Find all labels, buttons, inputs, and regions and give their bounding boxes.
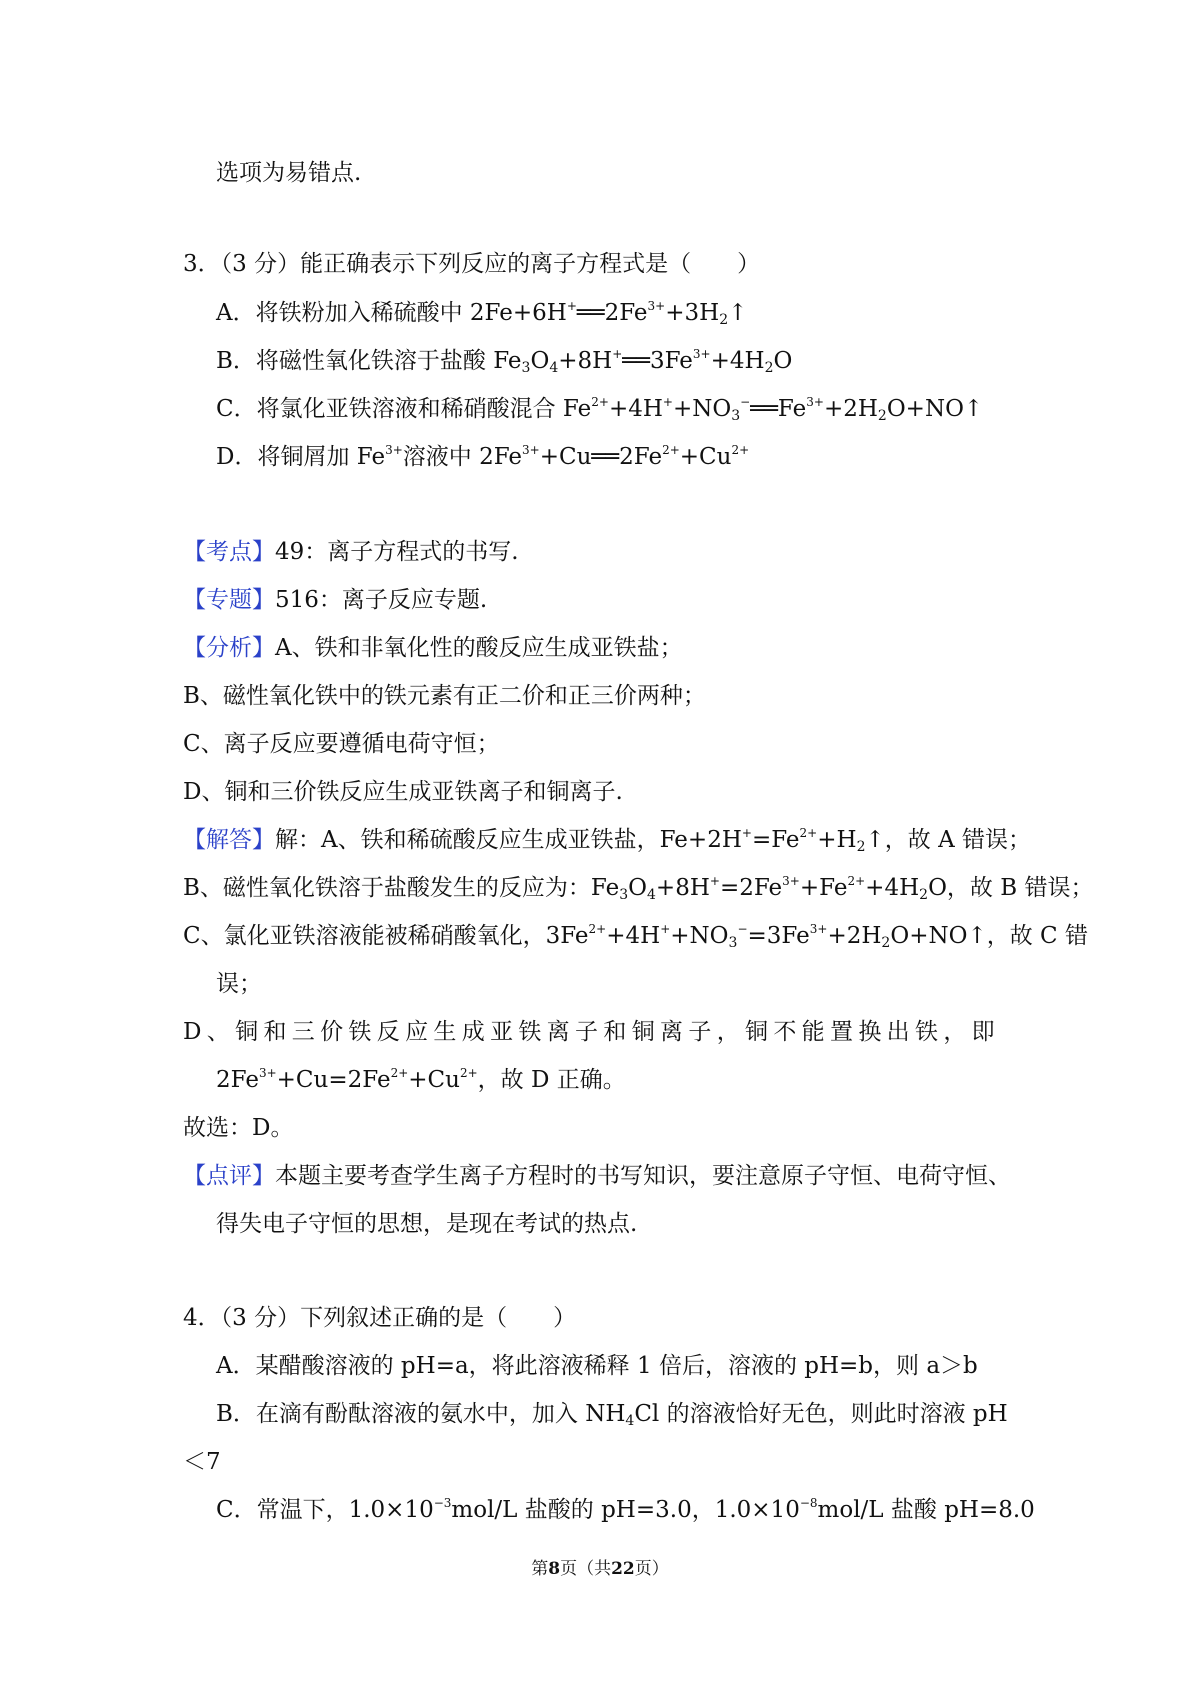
dianping-label: 【点评】 <box>183 1163 275 1189</box>
dianping-text-a: 本题主要考查学生离子方程时的书写知识，要注意原子守恒、电荷守恒、 <box>275 1163 1011 1189</box>
kaodian-label: 【考点】 <box>183 539 275 565</box>
q4-option-b: B．在滴有酚酞溶液的氨水中，加入 $NH_4Cl$ 的溶液恰好无色，则此时溶液 pH <box>216 1401 1008 1429</box>
jieda-text-c2: 误； <box>216 971 262 997</box>
kaodian-text: 49：离子方程式的书写. <box>275 539 519 565</box>
footer-total-pages: 22 <box>611 1559 635 1579</box>
footer-suffix: 页） <box>634 1559 669 1579</box>
jieda-text-b: B、磁性氧化铁溶于盐酸发生的反应为：$Fe_3O_4+8H^+=2Fe^{3+}+Fe^{2+}+4H_2O$，故 B 错误； <box>183 874 1094 903</box>
q3-option-c: C．将氯化亚铁溶液和稀硝酸混合 $Fe^{2+}+4H^++NO_3^-══Fe^{3+}+2H_2O+NO↑$ <box>216 395 984 424</box>
jieda-text-d: D 、 铜 和 三 价 铁 反 应 生 成 亚 铁 离 子 和 铜 离 子 ， 铜 不 能 置 换 出 铁 ， 即 <box>183 1019 995 1045</box>
q4-option-c: C．常温下，$1.0\times 10^{-3}mol/L$ 盐酸的 pH=3.0，$1.0\times 10^{-8}mol/L$ 盐酸 pH=8.0 <box>216 1496 1035 1523</box>
jieda-text-c: C、氯化亚铁溶液能被稀硝酸氧化，$3Fe^{2+}+4H^++NO_3^-=3Fe^{3+}+2H_2O+NO↑$，故 C 错 <box>183 922 1088 951</box>
fenxi-line <box>183 633 683 663</box>
q4-option-b2: ＜7 <box>183 1449 221 1475</box>
kaodian-line <box>183 537 519 567</box>
dianping-text-b: 得失电子守恒的思想，是现在考试的热点. <box>216 1211 638 1237</box>
jieda-line <box>183 825 1031 855</box>
q4-stem: 4．（3 分）下列叙述正确的是（ ） <box>183 1305 577 1331</box>
jieda-text-d2: $2Fe^{3+}+Cu=2Fe^{2+}+Cu^{2+}$，故 D 正确。 <box>216 1066 626 1093</box>
q3-option-d: D．将铜屑加 $Fe^{3+}$溶液中 $2Fe^{3+}+Cu══2Fe^{2+}+Cu^{2+}$ <box>216 443 750 470</box>
fenxi-text-c: C、离子反应要遵循电荷守恒； <box>183 731 500 757</box>
footer-prefix: 第 <box>531 1559 549 1579</box>
q3-option-a: A．将铁粉加入稀硫酸中 $2Fe+6H^+══2Fe^{3+}+3H_2↑$ <box>216 299 748 328</box>
q4-option-a: A．某醋酸溶液的 pH=a，将此溶液稀释 1 倍后，溶液的 pH=b，则 a＞b <box>216 1353 978 1379</box>
fenxi-text-b: B、磁性氧化铁中的铁元素有正二价和正三价两种； <box>183 683 706 709</box>
zhuanti-text: 516：离子反应专题. <box>275 587 488 613</box>
dianping-line <box>183 1161 1011 1191</box>
guxuan-text: 故选：D。 <box>183 1115 294 1141</box>
jieda-label: 【解答】 <box>183 827 275 853</box>
prev-tail: 选项为易错点. <box>216 160 362 186</box>
footer-page-number: 8 <box>548 1559 561 1579</box>
q3-stem: 3．（3 分）能正确表示下列反应的离子方程式是（ ） <box>183 251 761 277</box>
footer-mid: 页（共 <box>560 1559 612 1579</box>
zhuanti-line <box>183 585 487 615</box>
fenxi-text-d: D、铜和三价铁反应生成亚铁离子和铜离子. <box>183 779 623 805</box>
fenxi-text-a: A、铁和非氧化性的酸反应生成亚铁盐； <box>275 635 683 661</box>
q3-option-b: B．将磁性氧化铁溶于盐酸 $Fe_3O_4+8H^+══3Fe^{3+}+4H_2O$ <box>216 347 793 376</box>
page-footer <box>0 1557 1200 1581</box>
jieda-text-a: 解：A、铁和稀硫酸反应生成亚铁盐，$Fe+2H^+=Fe^{2+}+H_2↑$，故 A 错误； <box>275 826 1032 855</box>
zhuanti-label: 【专题】 <box>183 587 275 613</box>
fenxi-label: 【分析】 <box>183 635 275 661</box>
